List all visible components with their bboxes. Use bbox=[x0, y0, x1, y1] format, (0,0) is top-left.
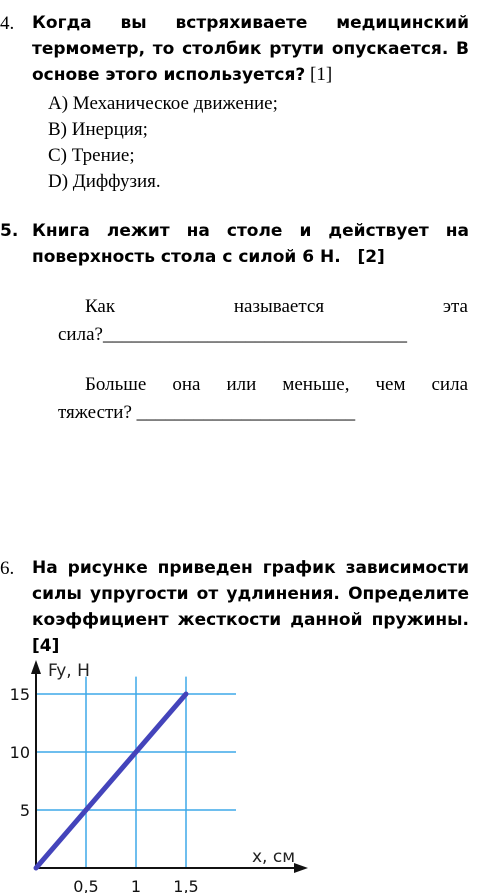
series-line bbox=[36, 694, 186, 868]
x-axis-arrow bbox=[294, 863, 308, 873]
q6-number: 6. bbox=[0, 558, 15, 579]
q4-text bbox=[32, 10, 469, 88]
force-extension-chart bbox=[0, 650, 320, 893]
q5-number: 5. bbox=[0, 221, 19, 241]
q4-option-a: A) Механическое движение; bbox=[48, 93, 278, 114]
q5-points: [2] bbox=[357, 247, 385, 267]
q5-sub1-line2: сила?________________________________ bbox=[58, 324, 407, 345]
y-tick-label: 10 bbox=[9, 743, 30, 762]
q6-points: [4] bbox=[32, 636, 60, 656]
q5-sub2-line1: Больше она или меньше, чем сила bbox=[85, 374, 468, 395]
y-axis-label: Fy, H bbox=[48, 661, 90, 681]
q5-sub2-line2: тяжести? _______________________ bbox=[58, 402, 356, 423]
x-tick-label: 0,5 bbox=[73, 877, 99, 893]
q5-sub1-line1: Как называется эта bbox=[85, 296, 468, 317]
y-axis-arrow bbox=[31, 660, 41, 674]
chart-series bbox=[36, 694, 186, 868]
x-axis-label: x, см bbox=[252, 847, 296, 867]
q4-option-c: C) Трение; bbox=[48, 145, 135, 166]
q4-option-d: D) Диффузия. bbox=[48, 171, 161, 192]
q5-text bbox=[32, 218, 469, 270]
y-tick-label: 5 bbox=[19, 801, 30, 820]
q4-question: Когда вы встряхиваете медицинский термометр, то столбик ртути опускается. В основе этого используется? bbox=[32, 13, 469, 85]
q4-number: 4. bbox=[0, 13, 15, 34]
q6-question: На рисунке приведен график зависимости силы упругости от удлинения. Определите коэффициент жесткости данной пружины. bbox=[32, 558, 469, 630]
chart-grid bbox=[36, 677, 236, 868]
x-tick-label: 1 bbox=[130, 877, 142, 893]
y-tick-label: 15 bbox=[9, 685, 30, 704]
q5-question: Книга лежит на столе и действует на поверхность стола с силой 6 Н. bbox=[32, 221, 469, 267]
q6-text bbox=[32, 555, 469, 659]
chart-axes bbox=[31, 660, 308, 873]
x-tick-label: 1,5 bbox=[173, 877, 199, 893]
q4-option-b: B) Инерция; bbox=[48, 119, 148, 140]
q4-points: [1] bbox=[310, 64, 333, 85]
